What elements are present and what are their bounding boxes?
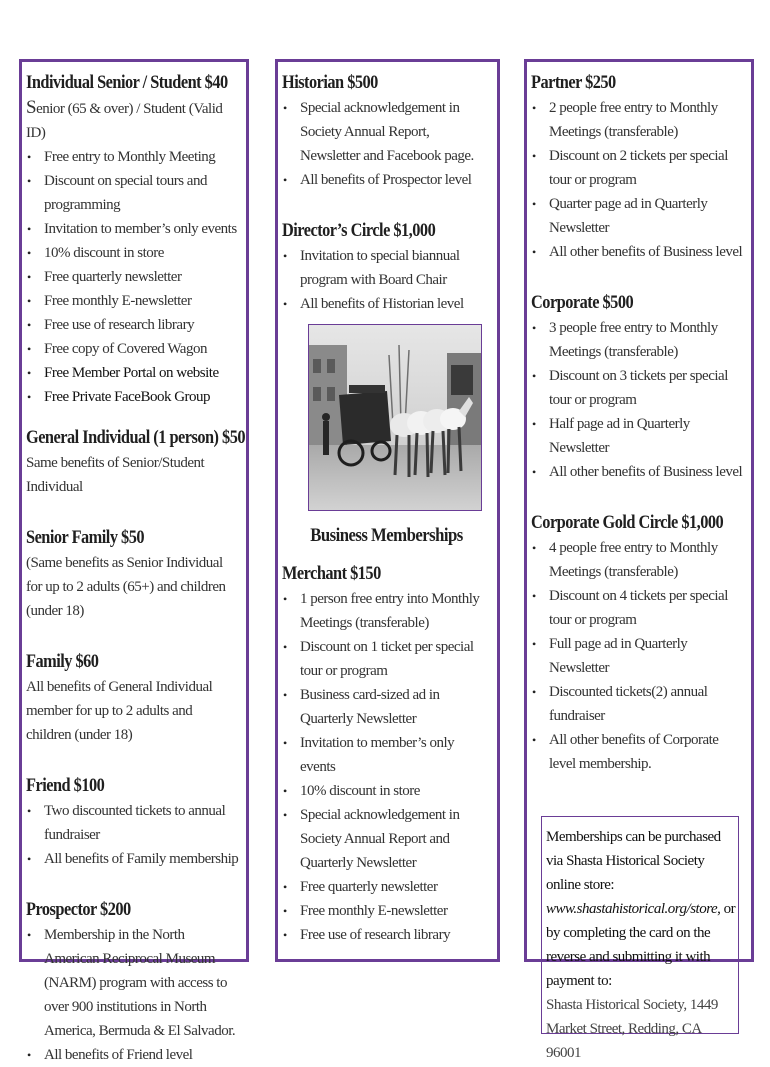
benefit-item: • All other benefits of Corporate level membership.: [531, 728, 745, 776]
panel-upper-and-business-memberships: [275, 59, 500, 962]
tier-title: Friend $100: [26, 775, 105, 796]
benefit-item: • Invitation to member’s only events: [282, 731, 491, 779]
benefit-list: [531, 316, 745, 484]
benefit-item: • Free entry to Monthly Meeting: [26, 145, 240, 169]
tier-title: Corporate Gold Circle $1,000: [531, 512, 724, 533]
benefit-item: • Free quarterly newsletter: [282, 875, 491, 899]
purchase-info-text: [546, 825, 738, 993]
benefit-list: [26, 145, 240, 409]
stagecoach-image-icon: [309, 325, 481, 510]
benefit-item: • Free use of research library: [26, 313, 240, 337]
tier-description: Same benefits of Senior/Student Individual: [26, 455, 205, 495]
benefit-item: • Free copy of Covered Wagon: [26, 337, 240, 361]
tier-title: Partner $250: [531, 72, 616, 93]
panel-business-memberships: [524, 59, 754, 1061]
benefit-list: [26, 923, 240, 1067]
benefit-item: • Free quarterly newsletter: [26, 265, 240, 289]
benefit-item: • 4 people free entry to Monthly Meetings (transferable): [531, 536, 745, 584]
benefit-list: [531, 96, 745, 264]
benefit-list: [282, 96, 491, 192]
benefit-item: • 10% discount in store: [26, 241, 240, 265]
tier-description: [26, 96, 240, 145]
benefit-item: • Membership in the North American Reciprocal Museum (NARM) program with access to over 900 institutions in North America, Bermuda & El Salvador.: [26, 923, 240, 1043]
store-url-link[interactable]: www.shastahistorical.org/store: [546, 901, 718, 917]
benefit-item: • Invitation to special biannual program with Board Chair: [282, 244, 491, 292]
purchase-info-line1: Memberships can be purchased via Shasta Historical Society online store:: [546, 829, 721, 893]
tier-title: Prospector $200: [26, 899, 131, 920]
benefit-item: • Invitation to member’s only events: [26, 217, 240, 241]
tier-title: Family $60: [26, 651, 99, 672]
benefit-item: • Special acknowledgement in Society Annual Report and Quarterly Newsletter: [282, 803, 491, 875]
tier-corporate: [531, 290, 745, 484]
benefit-item: • Discount on 1 ticket per special tour or program: [282, 635, 491, 683]
panel-individual-memberships: [19, 59, 249, 1063]
benefit-item: • Discount on 4 tickets per special tour or program: [531, 584, 745, 632]
tier-partner: [531, 70, 745, 264]
benefit-item: • 3 people free entry to Monthly Meetings (transferable): [531, 316, 745, 364]
tier-prospector: [26, 897, 240, 1067]
benefit-item: • All benefits of Family membership: [26, 847, 240, 871]
benefit-item: • Free Private FaceBook Group: [26, 385, 240, 409]
benefit-item: • Free use of research library: [282, 923, 491, 947]
benefit-list: [282, 587, 491, 947]
business-memberships-heading: Business Memberships: [310, 525, 463, 546]
benefit-item: • Discount on 3 tickets per special tour or program: [531, 364, 745, 412]
benefit-item: • Business card-sized ad in Quarterly Newsletter: [282, 683, 491, 731]
tier-historian: [282, 70, 491, 192]
purchase-info-box: [541, 816, 739, 1061]
benefit-item: • All other benefits of Business level: [531, 240, 745, 264]
benefit-item: • Discount on 2 tickets per special tour or program: [531, 144, 745, 192]
benefit-item: • All benefits of Friend level: [26, 1043, 240, 1067]
tier-family: [26, 649, 240, 747]
stagecoach-photo: [308, 324, 482, 511]
benefit-item: • Free monthly E-newsletter: [26, 289, 240, 313]
mailing-address: Shasta Historical Society, 1449 Market Street, Redding, CA 96001: [546, 997, 718, 1061]
benefit-item: • 10% discount in store: [282, 779, 491, 803]
tier-title: Historian $500: [282, 72, 378, 93]
benefit-item: • 1 person free entry into Monthly Meetings (transferable): [282, 587, 491, 635]
tier-senior-family: [26, 525, 240, 623]
tier-description: All benefits of General Individual member for up to 2 adults and children (under 18): [26, 679, 213, 743]
benefit-list: [531, 536, 745, 776]
benefit-item: • 2 people free entry to Monthly Meetings (transferable): [531, 96, 745, 144]
tier-directors-circle: [282, 218, 491, 316]
tier-corporate-gold-circle: [531, 510, 745, 776]
benefit-item: • Discounted tickets(2) annual fundraiser: [531, 680, 745, 728]
benefit-item: • Free Member Portal on website: [26, 361, 240, 385]
benefit-item: • All benefits of Prospector level: [282, 168, 491, 192]
benefit-item: • Full page ad in Quarterly Newsletter: [531, 632, 745, 680]
tier-title: General Individual (1 person) $50: [26, 427, 246, 448]
benefit-item: • Half page ad in Quarterly Newsletter: [531, 412, 745, 460]
tier-title: Director’s Circle $1,000: [282, 220, 436, 241]
tier-title: Merchant $150: [282, 563, 381, 584]
tier-individual-senior-student: [26, 70, 240, 409]
benefit-item: • Quarter page ad in Quarterly Newsletter: [531, 192, 745, 240]
benefit-item: • Free monthly E-newsletter: [282, 899, 491, 923]
benefit-list: [26, 799, 240, 871]
benefit-list: [282, 244, 491, 316]
benefit-item: • Special acknowledgement in Society Annual Report, Newsletter and Facebook page.: [282, 96, 491, 168]
tier-title: Senior Family $50: [26, 527, 145, 548]
benefit-item: • Two discounted tickets to annual fundraiser: [26, 799, 240, 847]
benefit-item: • All benefits of Historian level: [282, 292, 491, 316]
purchase-info-line2: , or by completing the card on the reverse and submitting it with payment to:: [546, 901, 736, 989]
tier-merchant: [282, 561, 491, 947]
tier-friend: [26, 773, 240, 871]
benefit-item: • All other benefits of Business level: [531, 460, 745, 484]
tier-title: Individual Senior / Student $40: [26, 72, 228, 93]
benefit-item: • Discount on special tours and programming: [26, 169, 240, 217]
tier-general-individual: [26, 425, 246, 499]
tier-description: (Same benefits as Senior Individual for up to 2 adults (65+) and children (under 18): [26, 555, 226, 619]
tier-title: Corporate $500: [531, 292, 634, 313]
desc-initial: S: [26, 97, 37, 118]
desc-rest: enior (65 & over) / Student (Valid ID): [26, 101, 223, 141]
